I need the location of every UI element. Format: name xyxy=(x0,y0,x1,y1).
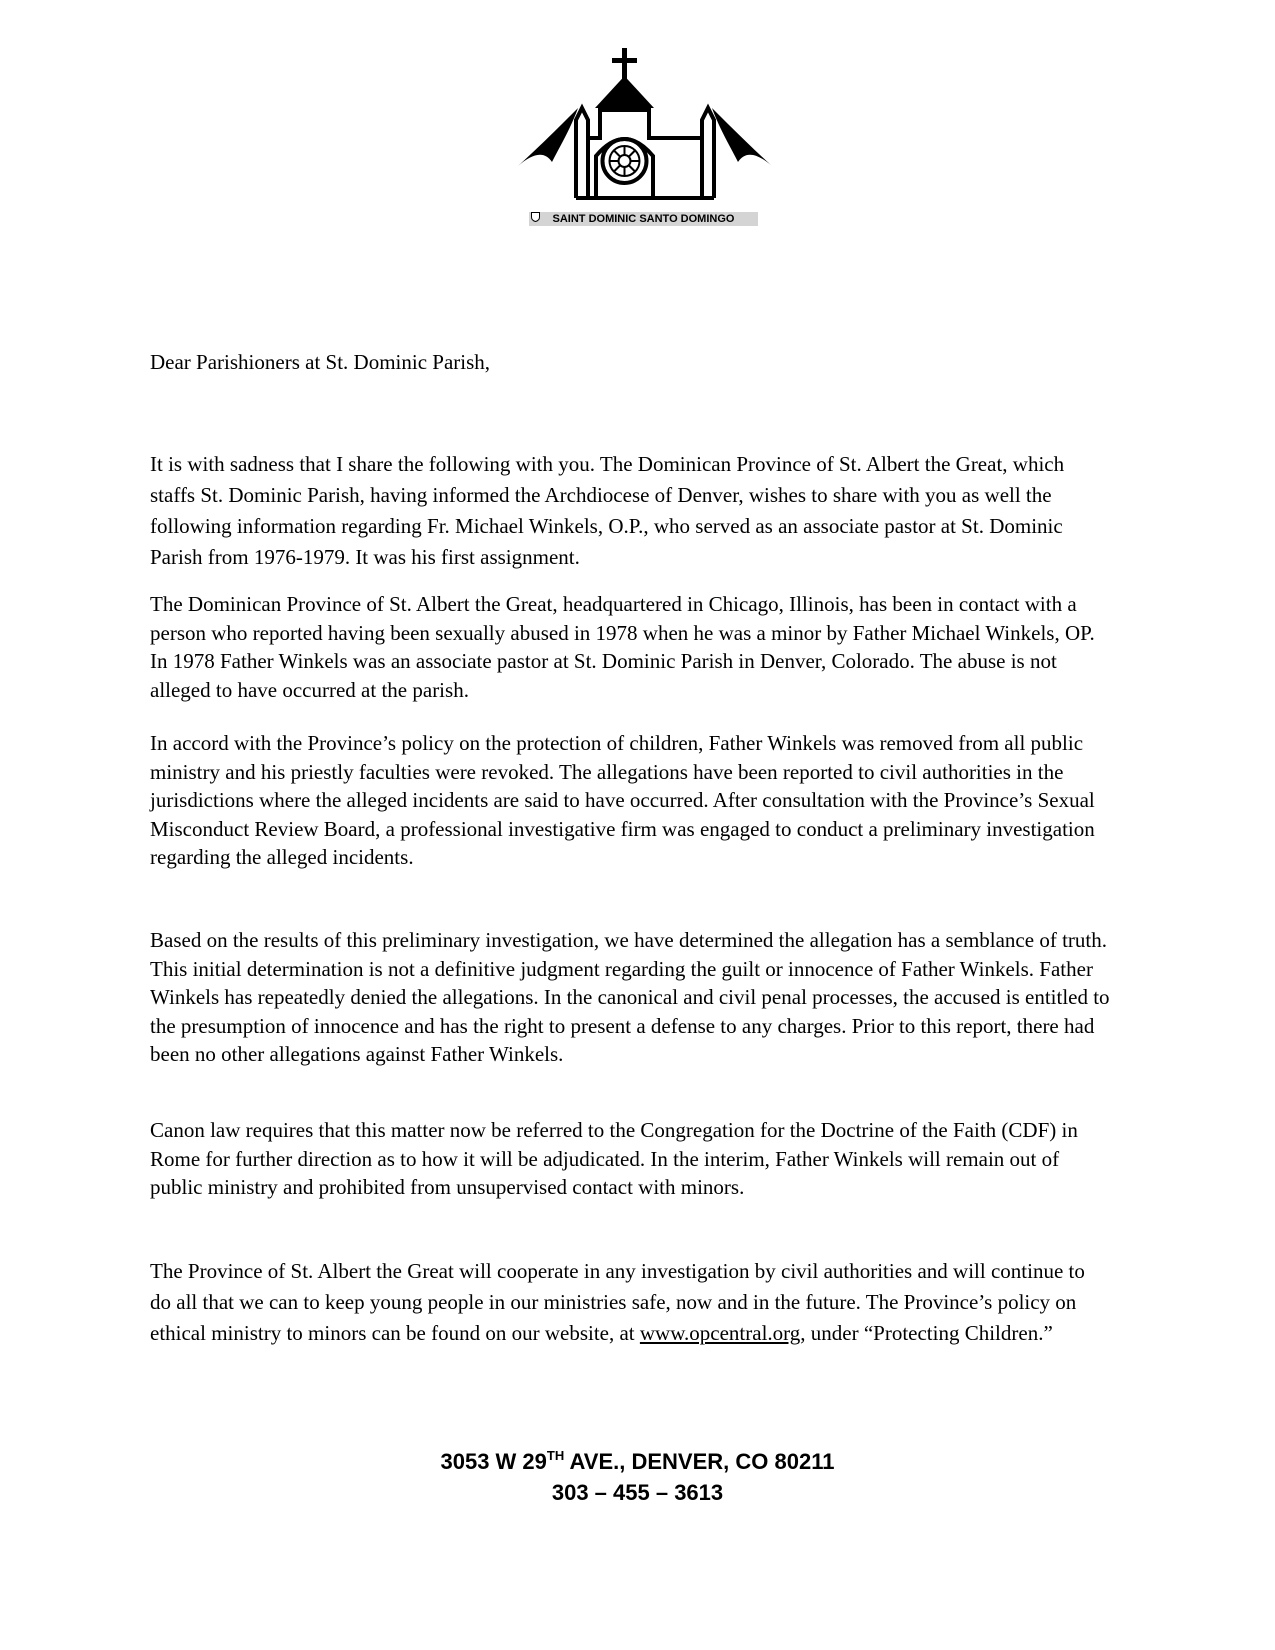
logo-caption xyxy=(529,212,758,226)
paragraph-report: The Dominican Province of St. Albert the Great, headquartered in Chicago, Illinois, has been in contact with a person who reported having been sexually abused in 1978 when he was a minor by Father Michael Winkels, OP. In 1978 Father Winkels was an associate pastor at St. Dominic Parish in Denver, Colorado. The abuse is not alleged to have occurred at the parish. xyxy=(150,592,1095,702)
paragraph-cooperation-text: The Province of St. Albert the Great will cooperate in any investigation by civil authorities and will continue to do all that we can to keep young people in our ministries safe, now and in the future. The Province’s policy on ethical ministry to minors can be found on our website, at xyxy=(150,1259,1085,1345)
footer-address-sup: TH xyxy=(546,1448,565,1463)
footer-phone: 303 – 455 – 3613 xyxy=(551,1480,724,1505)
website-link[interactable]: www.opcentral.org xyxy=(639,1321,801,1345)
logo-caption-left: SAINT DOMINIC xyxy=(552,213,637,225)
paragraph-policy-action: In accord with the Province’s policy on the protection of children, Father Winkels was removed from all public ministry and his priestly faculties were revoked. The allegations have been reported to civil authorities in the jurisdictions where the alleged incidents are said to have occurred. After consultation with the Province’s Sexual Misconduct Review Board, a professional investigative firm was engaged to conduct a preliminary investigation regarding the alleged incidents. xyxy=(150,731,1095,869)
paragraph-cooperation xyxy=(150,1256,1110,1349)
church-facade-icon xyxy=(500,38,790,213)
paragraph-intro: It is with sadness that I share the following with you. The Dominican Province of St. Albert the Great, which staffs St. Dominic Parish, having informed the Archdiocese of Denver, wishes to share with you as well the following information regarding Fr. Michael Winkels, O.P., who served as an associate pastor at St. Dominic Parish from 1976-1979. It was his first assignment. xyxy=(150,452,1065,569)
parish-logo xyxy=(500,38,790,238)
paragraph-canon-law: Canon law requires that this matter now be referred to the Congregation for the Doctrine of the Faith (CDF) in Rome for further direction as to how it will be adjudicated. In the interim, Father Winkels will remain out of public ministry and prohibited from unsupervised contact with minors. xyxy=(150,1118,1078,1199)
footer-address-end: AVE., DENVER, CO 80211 xyxy=(564,1449,835,1474)
letter-salutation: Dear Parishioners at St. Dominic Parish, xyxy=(150,350,491,374)
footer-address-start: 3053 W 29 xyxy=(440,1449,547,1474)
shield-icon xyxy=(531,212,540,222)
paragraph-cooperation-end: , under “Protecting Children.” xyxy=(800,1321,1053,1345)
paragraph-investigation-results: Based on the results of this preliminary investigation, we have determined the allegation has a semblance of truth. This initial determination is not a definitive judgment regarding the guilt or innocence of Father Winkels. Father Winkels has repeatedly denied the allegations. In the canonical and civil penal processes, the accused is entitled to the presumption of innocence and has the right to present a defense to any charges. Prior to this report, there had been no other allegations against Father Winkels. xyxy=(150,928,1110,1066)
footer-address xyxy=(0,1447,1275,1477)
logo-caption-right: SANTO DOMINGO xyxy=(639,213,735,225)
